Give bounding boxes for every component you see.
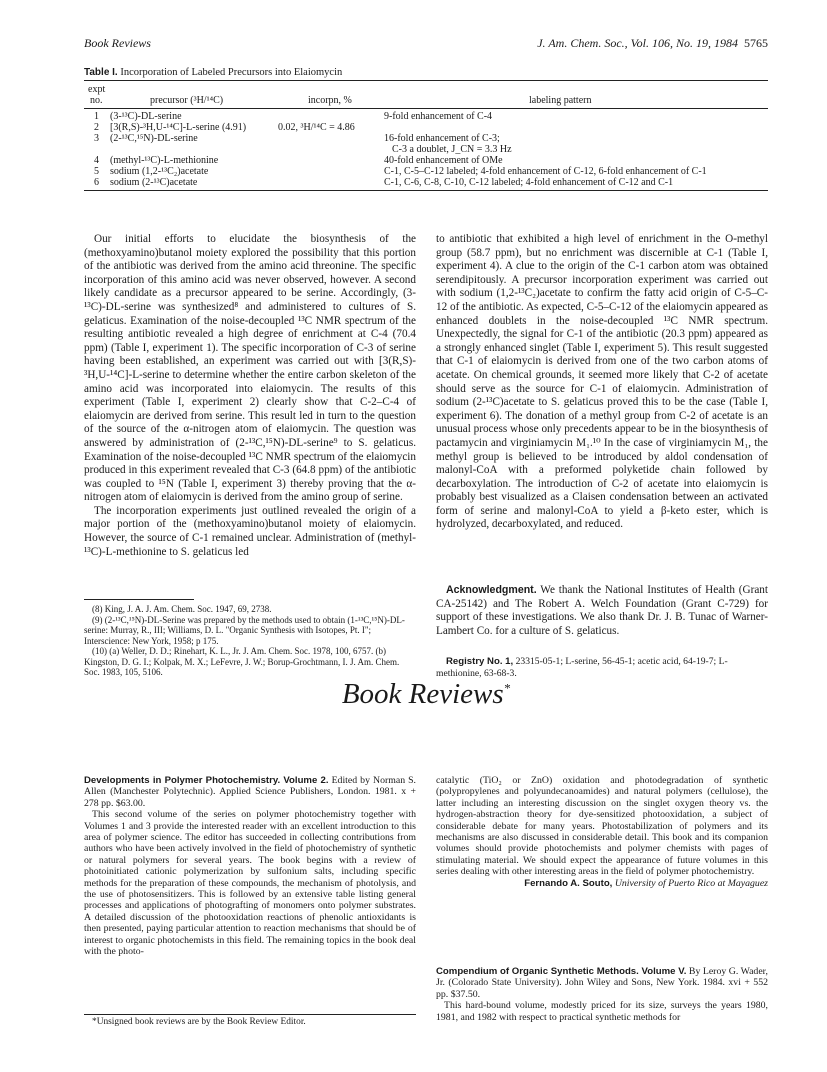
- review-1-left: [84, 775, 416, 958]
- table-row: 2 [3(R,S)-³H,U-¹⁴C]-L-serine (4.91) 0.02, ³H/¹⁴C = 4.86: [94, 122, 355, 133]
- footnote-rule: [84, 599, 194, 600]
- paragraph: The incorporation experiments just outlined revealed the origin of a major portion of the (methoxyamino)butanol moiety of elaiomycin. However, the source of C-1 remained unclear. Administration of (methyl-¹³C)-L-methionine to S. gelaticus led: [84, 504, 416, 558]
- footnote-9: (9) (2-¹³C,¹⁵N)-DL-Serine was prepared by the methods used to obtain (1-¹³C,¹⁵N)-DL-serine: Murray, R., III; Williams, D. L. "Organic Synthesis with Isotopes, Pt. I"; Interscience: New York, 1958; p 175.: [84, 614, 405, 646]
- table-row: C-3 a doublet, J_CN = 3.3 Hz: [392, 144, 512, 155]
- header-no: no.: [90, 95, 103, 106]
- registry-text: 23315-05-1; L-serine, 56-45-1; acetic acid, 64-19-7; L-methionine, 63-68-3.: [436, 656, 728, 679]
- header-expt: expt: [88, 84, 106, 95]
- table-row: 6 sodium (2-¹³C)acetate C-1, C-6, C-8, C-10, C-12 labeled; 4-fold enhancement of C-12 and C-1: [94, 177, 674, 188]
- review-1-right: [436, 775, 768, 889]
- table-label: Table I.: [84, 67, 118, 78]
- section-title-text: Book Reviews: [341, 678, 504, 710]
- footnote-rule: [84, 1014, 416, 1015]
- table-bottom-rule: [84, 190, 768, 191]
- review-1-signer: Fernando A. Souto,: [524, 877, 613, 889]
- section-title: [84, 678, 768, 711]
- table-row: 3 (2-¹³C,¹⁵N)-DL-serine 16-fold enhancement of C-3;: [94, 133, 500, 144]
- registry-heading: Registry No. 1,: [446, 656, 514, 667]
- table-top-rule: [84, 80, 768, 81]
- table-header-rule: [84, 108, 768, 109]
- table-caption: [84, 67, 342, 78]
- review-2-title: Compendium of Organic Synthetic Methods. Volume V.: [436, 966, 687, 977]
- table-row: 1 (3-¹³C)-DL-serine 9-fold enhancement of C-4: [94, 111, 493, 122]
- footnote-8: (8) King, J. A. J. Am. Chem. Soc. 1947, 69, 2738.: [92, 604, 272, 614]
- registry-numbers: [436, 656, 768, 680]
- left-column-text: [84, 233, 416, 559]
- running-header-left: Book Reviews: [84, 36, 151, 50]
- review-2-body: This hard-bound volume, modestly priced for its size, surveys the years 1980, 1981, and 1982 with respect to practical synthetic methods for: [436, 1000, 768, 1023]
- unsigned-review-footnote: *Unsigned book reviews are by the Book Review Editor.: [92, 1017, 306, 1027]
- table-title: Incorporation of Labeled Precursors into Elaiomycin: [120, 67, 343, 78]
- table-row: 5 sodium (1,2-¹³C₂)acetate C-1, C-5–C-12 labeled; 4-fold enhancement of C-12, 6-fold enhancement of C-1: [94, 166, 707, 177]
- header-incorpn: incorpn, %: [308, 95, 352, 106]
- review-2-meta: By Leroy G. Wader, Jr. (Colorado State University). John Wiley and Sons, New York. 1984. xvi + 552 pp. $37.50.: [436, 966, 768, 1000]
- section-title-asterisk: *: [503, 680, 511, 696]
- paragraph: Our initial efforts to elucidate the biosynthesis of the (methoxyamino)butanol moiety explored the possibility that this portion of the antibiotic was derived from the amino acid threonine. The specific incorporation of this amino acid was never observed, however. A second likely candidate as a precursor appeared to be serine. Accordingly, (3-¹³C)-DL-serine was synthesized⁸ and administered to cultures of S. gelaticus. Examination of the noise-decoupled ¹³C NMR spectrum of the resulting antibiotic revealed a high degree of enrichment at C-4 (70.4 ppm) (Table I, experiment 1). The specific incorporation of C-3 of serine having been established, an experiment was carried out with [3(R,S)-³H,U-¹⁴C]-L-serine to determine whether the entire carbon skeleton of the amino acid was incorporated into elaiomycin. The results of this experiment (Table I, experiment 2) clearly show that C-2–C-4 of elaiomycin are derived from serine. This result led in turn to the question of the source of the α-nitrogen atom of elaiomycin. The question was answered by administration of (2-¹³C,¹⁵N)-DL-serine⁹ to S. gelaticus. Examination of the noise-decoupled ¹³C NMR spectrum of the elaiomycin produced in this experiment revealed that C-3 (64.8 ppm) of the antibiotic was coupled to ¹⁵N (Table I, experiment 3) thereby proving that the α-nitrogen atom of elaiomycin is derived from the amino group of serine.: [84, 233, 416, 504]
- footnote-10: (10) (a) Weller, D. D.; Rinehart, K. L., Jr. J. Am. Chem. Soc. 1978, 100, 6757. (b) Kingston, D. G. I.; Kolpak, M. X.; LeFevre, J. W.; Borup-Grochtmann, I. J. Am. Chem. Soc. 1983, 105, 5106.: [84, 646, 400, 677]
- footnotes: [84, 604, 416, 678]
- review-1-title: Developments in Polymer Photochemistry. Volume 2.: [84, 775, 329, 786]
- review-1-body-right: catalytic (TiO₂ or ZnO) oxidation and photodegradation of synthetic (polypropylenes and polyundecanoamides) and natural polymers (cellulose), the latter including an interesting discussion on the singlet oxygen theory vs. the hydrogen-abstraction theory for dye-sensitized photooxidation, a subject of considerable debate for many years. Photostabilization of polymers and its mechanisms are also discussed in considerable detail. This book and its companion volumes should provide photochemists and polymer chemists with pages of stimulating material. We should expect the appearance of future volumes in this series dealing with other interesting areas in the field of polymer photochemistry.: [436, 775, 768, 878]
- acknowledgment-text: We thank the National Institutes of Health (Grant CA-25142) and The Robert A. Welch Foundation (Grant C-729) for support of these investigations. We also thank Dr. J. B. Tunac of Warner-Lambert Co. for a culture of S. gelaticus.: [436, 584, 768, 637]
- acknowledgment-heading: Acknowledgment.: [446, 584, 537, 596]
- acknowledgment: [436, 584, 768, 638]
- review-1-heading: [84, 775, 416, 809]
- header-labeling-pattern: labeling pattern: [529, 95, 592, 106]
- review-1-meta: Edited by Norman S. Allen (Manchester Polytechnic). Applied Science Publishers, London. 1981. x + 278 pp. $63.00.: [84, 775, 417, 809]
- journal-citation: J. Am. Chem. Soc., Vol. 106, No. 19, 1984: [537, 36, 738, 50]
- review-2: [436, 966, 768, 1023]
- table-row: 4 (methyl-¹³C)-L-methionine 40-fold enhancement of OMe: [94, 155, 503, 166]
- running-header-right: [480, 36, 768, 51]
- review-1-signature: [436, 878, 768, 889]
- page-number: 5765: [744, 36, 768, 50]
- table-body: [84, 111, 768, 201]
- header-precursor: precursor (³H/¹⁴C): [150, 95, 224, 106]
- review-2-heading: [436, 966, 768, 1000]
- right-column-text: [436, 233, 768, 532]
- review-1-body-left: This second volume of the series on polymer photochemistry together with Volumes 1 and 3 provide the interested reader with an excellent introduction to this area of polymer science. The editor has succeeded in collecting contributions from authors who have been actively involved in the field of photochemistry of synthetic or natural polymers for several years. The book begins with a review of photoinitiated cationic polymerization by sulfonium salts, including specific methods for the preparation of these compounds, the mechanism of photolysis, and the use of photosensitizers. This is followed by an extensive table listing general processes and applications of photografting of monomers onto polymer substrates. A detailed discussion of the photooxidation reactions of phenolic antioxidants is then presented, paying particular attention to reaction mechanisms that should be of interest to organic photochemists in this field. The remaining topics in the book deal with the photo-: [84, 809, 416, 958]
- review-1-affiliation: University of Puerto Rico at Mayaguez: [614, 877, 768, 889]
- paragraph: to antibiotic that exhibited a high level of enrichment in the O-methyl group (58.7 ppm), but no enrichment was discernible at C-1 (Table I, experiment 4). A clue to the origin of the C-1 carbon atom was obtained serendipitously. A precursor incorporation experiment was carried out with sodium (1,2-¹³C₂)acetate to confirm the fatty acid origin of C-5–C-12 of the antibiotic. As expected, C-5–C-12 of the elaiomycin appeared as enhanced doublets in the noise-decoupled ¹³C NMR spectrum. Unexpectedly, the signal for C-1 of the antibiotic (20.3 ppm) appeared as a strongly enhanced singlet (Table I, experiment 5). This result suggested that C-1 of elaiomycin is derived from one of the two carbon atoms of acetate. On chemical grounds, it seemed more likely that C-2 of acetate should serve as the source for C-1 of elaiomycin. Administration of sodium (2-¹³C)acetate to S. gelaticus proved this to be the case (Table I, experiment 6). The donation of a methyl group from C-2 of acetate is an unusual process whose only precedents appear to be in the biosynthesis of pactamycin and virginiamycin M₁.¹⁰ In the case of virginiamycin M₁, the methyl group is believed to be introduced by aldol condensation of malonyl-CoA with a preformed polyketide chain followed by decarboxylation. The introduction of C-2 of acetate into elaiomycin is probably best visualized as a Claisen condensation between an activated form of serine and malonyl-CoA to yield a β-keto ester, which is hydrolyzed, decarboxylated, and reduced.: [436, 233, 768, 531]
